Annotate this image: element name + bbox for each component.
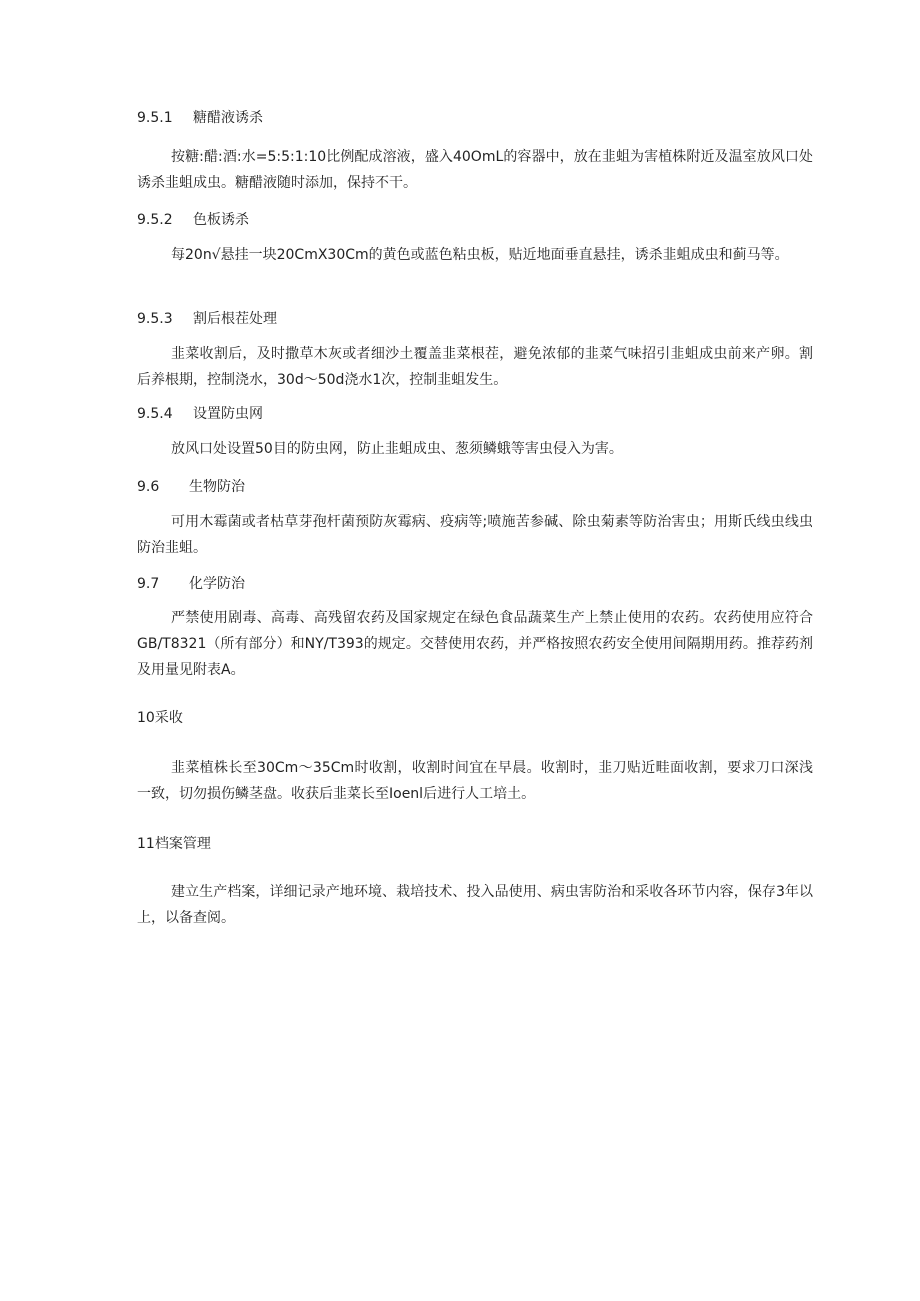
section-title: 糖醋液诱杀: [193, 110, 263, 126]
section-body-9-5-1: 按糖:醋:酒:水=5:5:1:10比例配成溶液，盛入40OmL的容器中，放在韭蛆为害植株附近及温室放风口处诱杀韭蛆成虫。糖醋液随时添加，保持不干。: [137, 149, 813, 191]
section-body-11: 建立生产档案，详细记录产地环境、栽培技术、投入品使用、病虫害防治和采收各环节内容，保存3年以上，以备查阅。: [137, 884, 813, 926]
section-number: 9.6: [137, 479, 160, 495]
section-title: 设置防虫网: [193, 406, 263, 422]
section-number: 9.5.1: [137, 110, 173, 126]
section-body-9-5-4: 放风口处设置50目的防虫网，防止韭蛆成虫、葱须鳞蛾等害虫侵入为害。: [171, 441, 623, 457]
section-number: 11: [137, 836, 155, 852]
section-heading-11: [137, 834, 211, 854]
section-title: 档案管理: [154, 836, 211, 852]
section-number: 9.5.3: [137, 311, 173, 327]
section-title: 割后根茬处理: [193, 311, 277, 327]
section-heading-9-5-2: [137, 210, 249, 230]
section-heading-10: [137, 708, 183, 728]
section-number: 9.5.2: [137, 212, 173, 228]
section-heading-9-5-3: [137, 309, 277, 329]
section-body-9-6: 可用木霉菌或者枯草芽孢杆菌预防灰霉病、疫病等;喷施苦参碱、除虫菊素等防治害虫；用斯氏线虫线虫防治韭蛆。: [137, 514, 813, 556]
section-number: 10: [137, 710, 155, 726]
section-body-9-7: 严禁使用剧毒、高毒、高残留农药及国家规定在绿色食品蔬菜生产上禁止使用的农药。农药使用应符合GB/T8321（所有部分）和NY/T393的规定。交替使用农药，并严格按照农药安全使用间隔期用药。推荐药剂及用量见附表A。: [137, 610, 813, 678]
section-number: 9.7: [137, 576, 160, 592]
section-title: 生物防治: [189, 479, 245, 495]
section-heading-9-5-4: [137, 404, 263, 424]
section-title: 采收: [154, 710, 183, 726]
section-body-9-5-2: 每20n√悬挂一块20CmX30Cm的黄色或蓝色粘虫板，贴近地面垂直悬挂，诱杀韭蛆成虫和蓟马等。: [171, 247, 789, 263]
section-title: 化学防治: [189, 576, 245, 592]
section-body-9-5-3: 韭菜收割后，及时撒草木灰或者细沙土覆盖韭菜根茬，避免浓郁的韭菜气味招引韭蛆成虫前来产卵。割后养根期，控制浇水，30d～50d浇水1次，控制韭蛆发生。: [137, 346, 813, 388]
section-heading-9-6: [137, 477, 245, 497]
section-number: 9.5.4: [137, 406, 173, 422]
section-body-10: 韭菜植株长至30Cm～35Cm时收割，收割时间宜在早晨。收割时，韭刀贴近畦面收割，要求刀口深浅一致，切勿损伤鳞茎盘。收获后韭菜长至Ioenl后进行人工培土。: [137, 760, 813, 802]
section-heading-9-5-1: [137, 108, 263, 128]
section-heading-9-7: [137, 574, 245, 594]
section-title: 色板诱杀: [193, 212, 249, 228]
